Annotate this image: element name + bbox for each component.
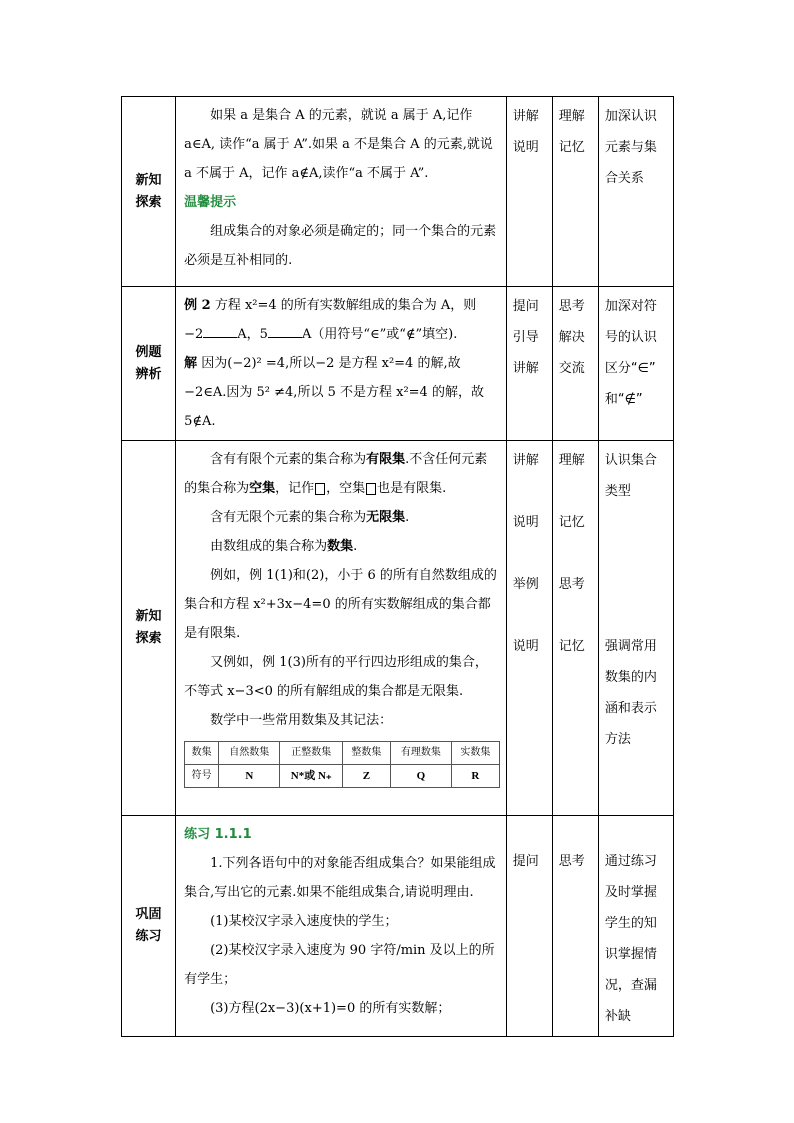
design-purpose: 通过练习 及时掌握 学生的知 识掌握情 况，查漏 补缺 xyxy=(598,816,673,1037)
section-label: 新知 探索 xyxy=(122,441,176,816)
paragraph: 又例如，例 1(3)所有的平行四边形组成的集合，不等式 x−3<0 的所有解组成的集合都是无限集. xyxy=(184,655,488,699)
table-row xyxy=(122,287,674,441)
fill-blank xyxy=(268,325,302,338)
section-label: 例题 辨析 xyxy=(122,287,176,441)
table-row xyxy=(122,816,674,1037)
teacher-activity: 讲解 说明 举例 说明 xyxy=(506,441,552,816)
teacher-activity: 提问 xyxy=(506,816,552,1037)
number-sets-table xyxy=(184,741,500,788)
content-cell xyxy=(176,816,507,1037)
fill-blank xyxy=(203,325,237,338)
table-row xyxy=(122,97,674,287)
content-cell xyxy=(176,287,507,441)
example-line: 例 2 方程 x²=4 的所有实数解组成的集合为 A，则 xyxy=(184,298,477,313)
design-purpose: 认识集合 类型 强调常用 数集的内 涵和表示 方法 xyxy=(598,441,673,816)
section-label: 巩固 练习 xyxy=(122,816,176,1037)
student-activity: 理解 记忆 xyxy=(552,97,598,287)
example-label: 例 2 xyxy=(184,298,211,313)
empty-set-icon xyxy=(315,483,325,495)
teacher-activity: 提问 引导 讲解 xyxy=(506,287,552,441)
solution: 解 因为(−2)² =4,所以−2 是方程 x²=4 的解,故−2∈A.因为 5² ≠4,所以 5 不是方程 x²=4 的解，故 5∉A. xyxy=(184,356,484,429)
design-purpose: 加深认识 元素与集 合关系 xyxy=(598,97,673,287)
paragraph: 如果 a 是集合 A 的元素，就说 a 属于 A,记作 a∈A, 读作“a 属于 A”.如果 a 不是集合 A 的元素,就说 a 不属于 A，记作 a∉A,读作“a 不属于 A”. xyxy=(184,108,493,181)
solution-label: 解 xyxy=(184,356,198,371)
lesson-plan-table xyxy=(121,96,674,1037)
example-line: −2 A，5 A（用符号“∈”或“∉”填空). xyxy=(184,327,458,342)
paragraph: 例如，例 1(1)和(2)，小于 6 的所有自然数组成的集合和方程 x²+3x−4=0 的所有实数解组成的集合都是有限集. xyxy=(184,568,497,641)
paragraph: 含有有限个元素的集合称为有限集.不含任何元素的集合称为空集，记作 ，空集 也是有限集. xyxy=(184,452,488,496)
tip-title: 温馨提示 xyxy=(184,195,237,210)
section-label: 新知 探索 xyxy=(122,97,176,287)
table-row xyxy=(122,441,674,816)
design-purpose: 加深对符 号的认识 区分“∈” 和“∉” xyxy=(598,287,673,441)
exercise-title: 练习 1.1.1 xyxy=(184,827,252,842)
paragraph: 含有无限个元素的集合称为无限集. xyxy=(210,510,410,525)
table-row: 数集 自然数集 正整数集 整数集 有理数集 实数集 xyxy=(185,742,500,765)
paragraph: 数学中一些常用数集及其记法： xyxy=(210,713,393,728)
table-row: 符号 N N*或 N₊ Z Q R xyxy=(185,765,500,788)
student-activity: 思考 xyxy=(552,816,598,1037)
student-activity: 思考 解决 交流 xyxy=(552,287,598,441)
paragraph: 组成集合的对象必须是确定的；同一个集合的元素必须是互补相同的. xyxy=(184,224,497,268)
paragraph: (1)某校汉字录入速度快的学生； xyxy=(210,914,398,929)
paragraph: (2)某校汉字录入速度为 90 字符/min 及以上的所有学生； xyxy=(184,943,495,987)
paragraph: 1.下列各语句中的对象能否组成集合？如果能组成集合,写出它的元素.如果不能组成集合,请说明理由. xyxy=(184,856,496,900)
content-cell xyxy=(176,97,507,287)
student-activity: 理解 记忆 思考 记忆 xyxy=(552,441,598,816)
teacher-activity: 讲解 说明 xyxy=(506,97,552,287)
paragraph: 由数组成的集合称为数集. xyxy=(210,539,358,554)
paragraph: (3)方程(2x−3)(x+1)=0 的所有实数解； xyxy=(210,1001,451,1016)
content-cell xyxy=(176,441,507,816)
empty-set-icon xyxy=(366,483,376,495)
